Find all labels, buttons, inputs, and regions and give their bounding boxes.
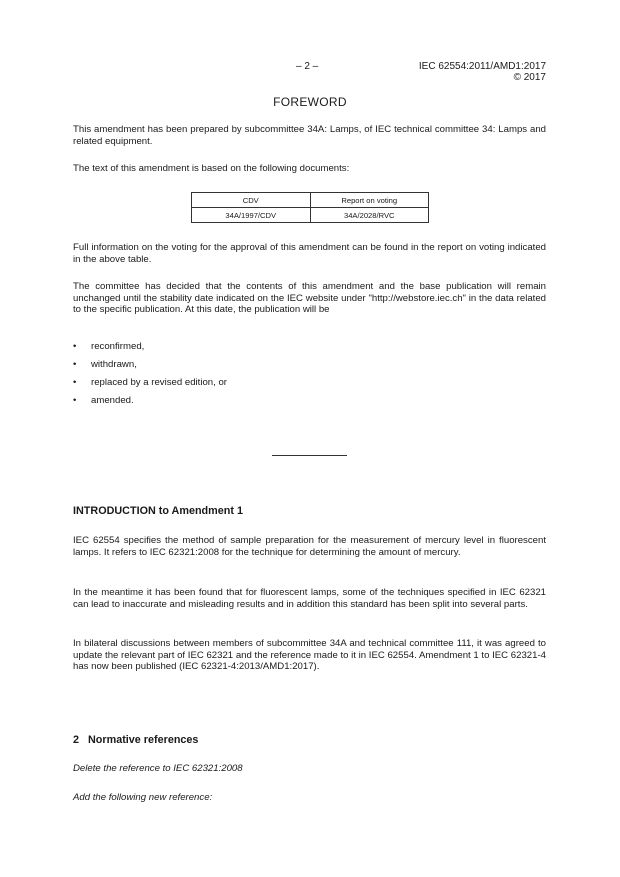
table-header-cell: Report on voting xyxy=(310,193,429,208)
bullet-icon: • xyxy=(73,377,77,388)
table-cell: 34A/2028/RVC xyxy=(310,208,429,223)
foreword-title: FOREWORD xyxy=(273,95,347,109)
section-heading: 2 Normative references xyxy=(73,734,199,746)
introduction-paragraph-1: IEC 62554 specifies the method of sample preparation for the measurement of mercury level in fluorescent lamps. It refers to IEC 62321:2008 for the technique for determining the amount of mercury. xyxy=(73,535,546,558)
bullet-icon: • xyxy=(73,395,77,406)
introduction-heading: INTRODUCTION to Amendment 1 xyxy=(73,505,243,517)
copyright: © 2017 xyxy=(513,72,546,83)
bullet-icon: • xyxy=(73,341,77,352)
table-header-row xyxy=(192,193,429,208)
bullet-icon: • xyxy=(73,359,77,370)
introduction-paragraph-2: In the meantime it has been found that for fluorescent lamps, some of the techniques specified in IEC 62321 can lead to inaccurate and misleading results and in addition this standard has been split into several parts. xyxy=(73,587,546,610)
foreword-paragraph-3: Full information on the voting for the approval of this amendment can be found in the report on voting indicated in the above table. xyxy=(73,242,546,265)
foreword-paragraph-4: The committee has decided that the contents of this amendment and the base publication will remain unchanged until the stability date indicated on the IEC website under "http://webstore.iec.ch" in the data related to the specific publication. At this date, the publication will be xyxy=(73,281,546,316)
instruction-add: Add the following new reference: xyxy=(73,792,213,803)
instruction-delete: Delete the reference to IEC 62321:2008 xyxy=(73,763,243,774)
introduction-paragraph-3: In bilateral discussions between members of subcommittee 34A and technical committee 111, it was agreed to update the relevant part of IEC 62321 and the reference made to it in IEC 62554. Amendment 1 to IEC 62321-4 has now been published (IEC 62321-4:2013/AMD1:2017). xyxy=(73,638,546,673)
page-number: – 2 – xyxy=(296,61,319,72)
table-cell: 34A/1997/CDV xyxy=(192,208,311,223)
foreword-paragraph-2: The text of this amendment is based on the following documents: xyxy=(73,163,350,174)
voting-table xyxy=(191,192,429,223)
foreword-paragraph-1: This amendment has been prepared by subcommittee 34A: Lamps, of IEC technical committee 34: Lamps and related equipment. xyxy=(73,124,546,147)
section-divider xyxy=(272,455,347,456)
document-id: IEC 62554:2011/AMD1:2017 xyxy=(418,61,546,72)
table-row xyxy=(192,208,429,223)
table-header-cell: CDV xyxy=(192,193,311,208)
